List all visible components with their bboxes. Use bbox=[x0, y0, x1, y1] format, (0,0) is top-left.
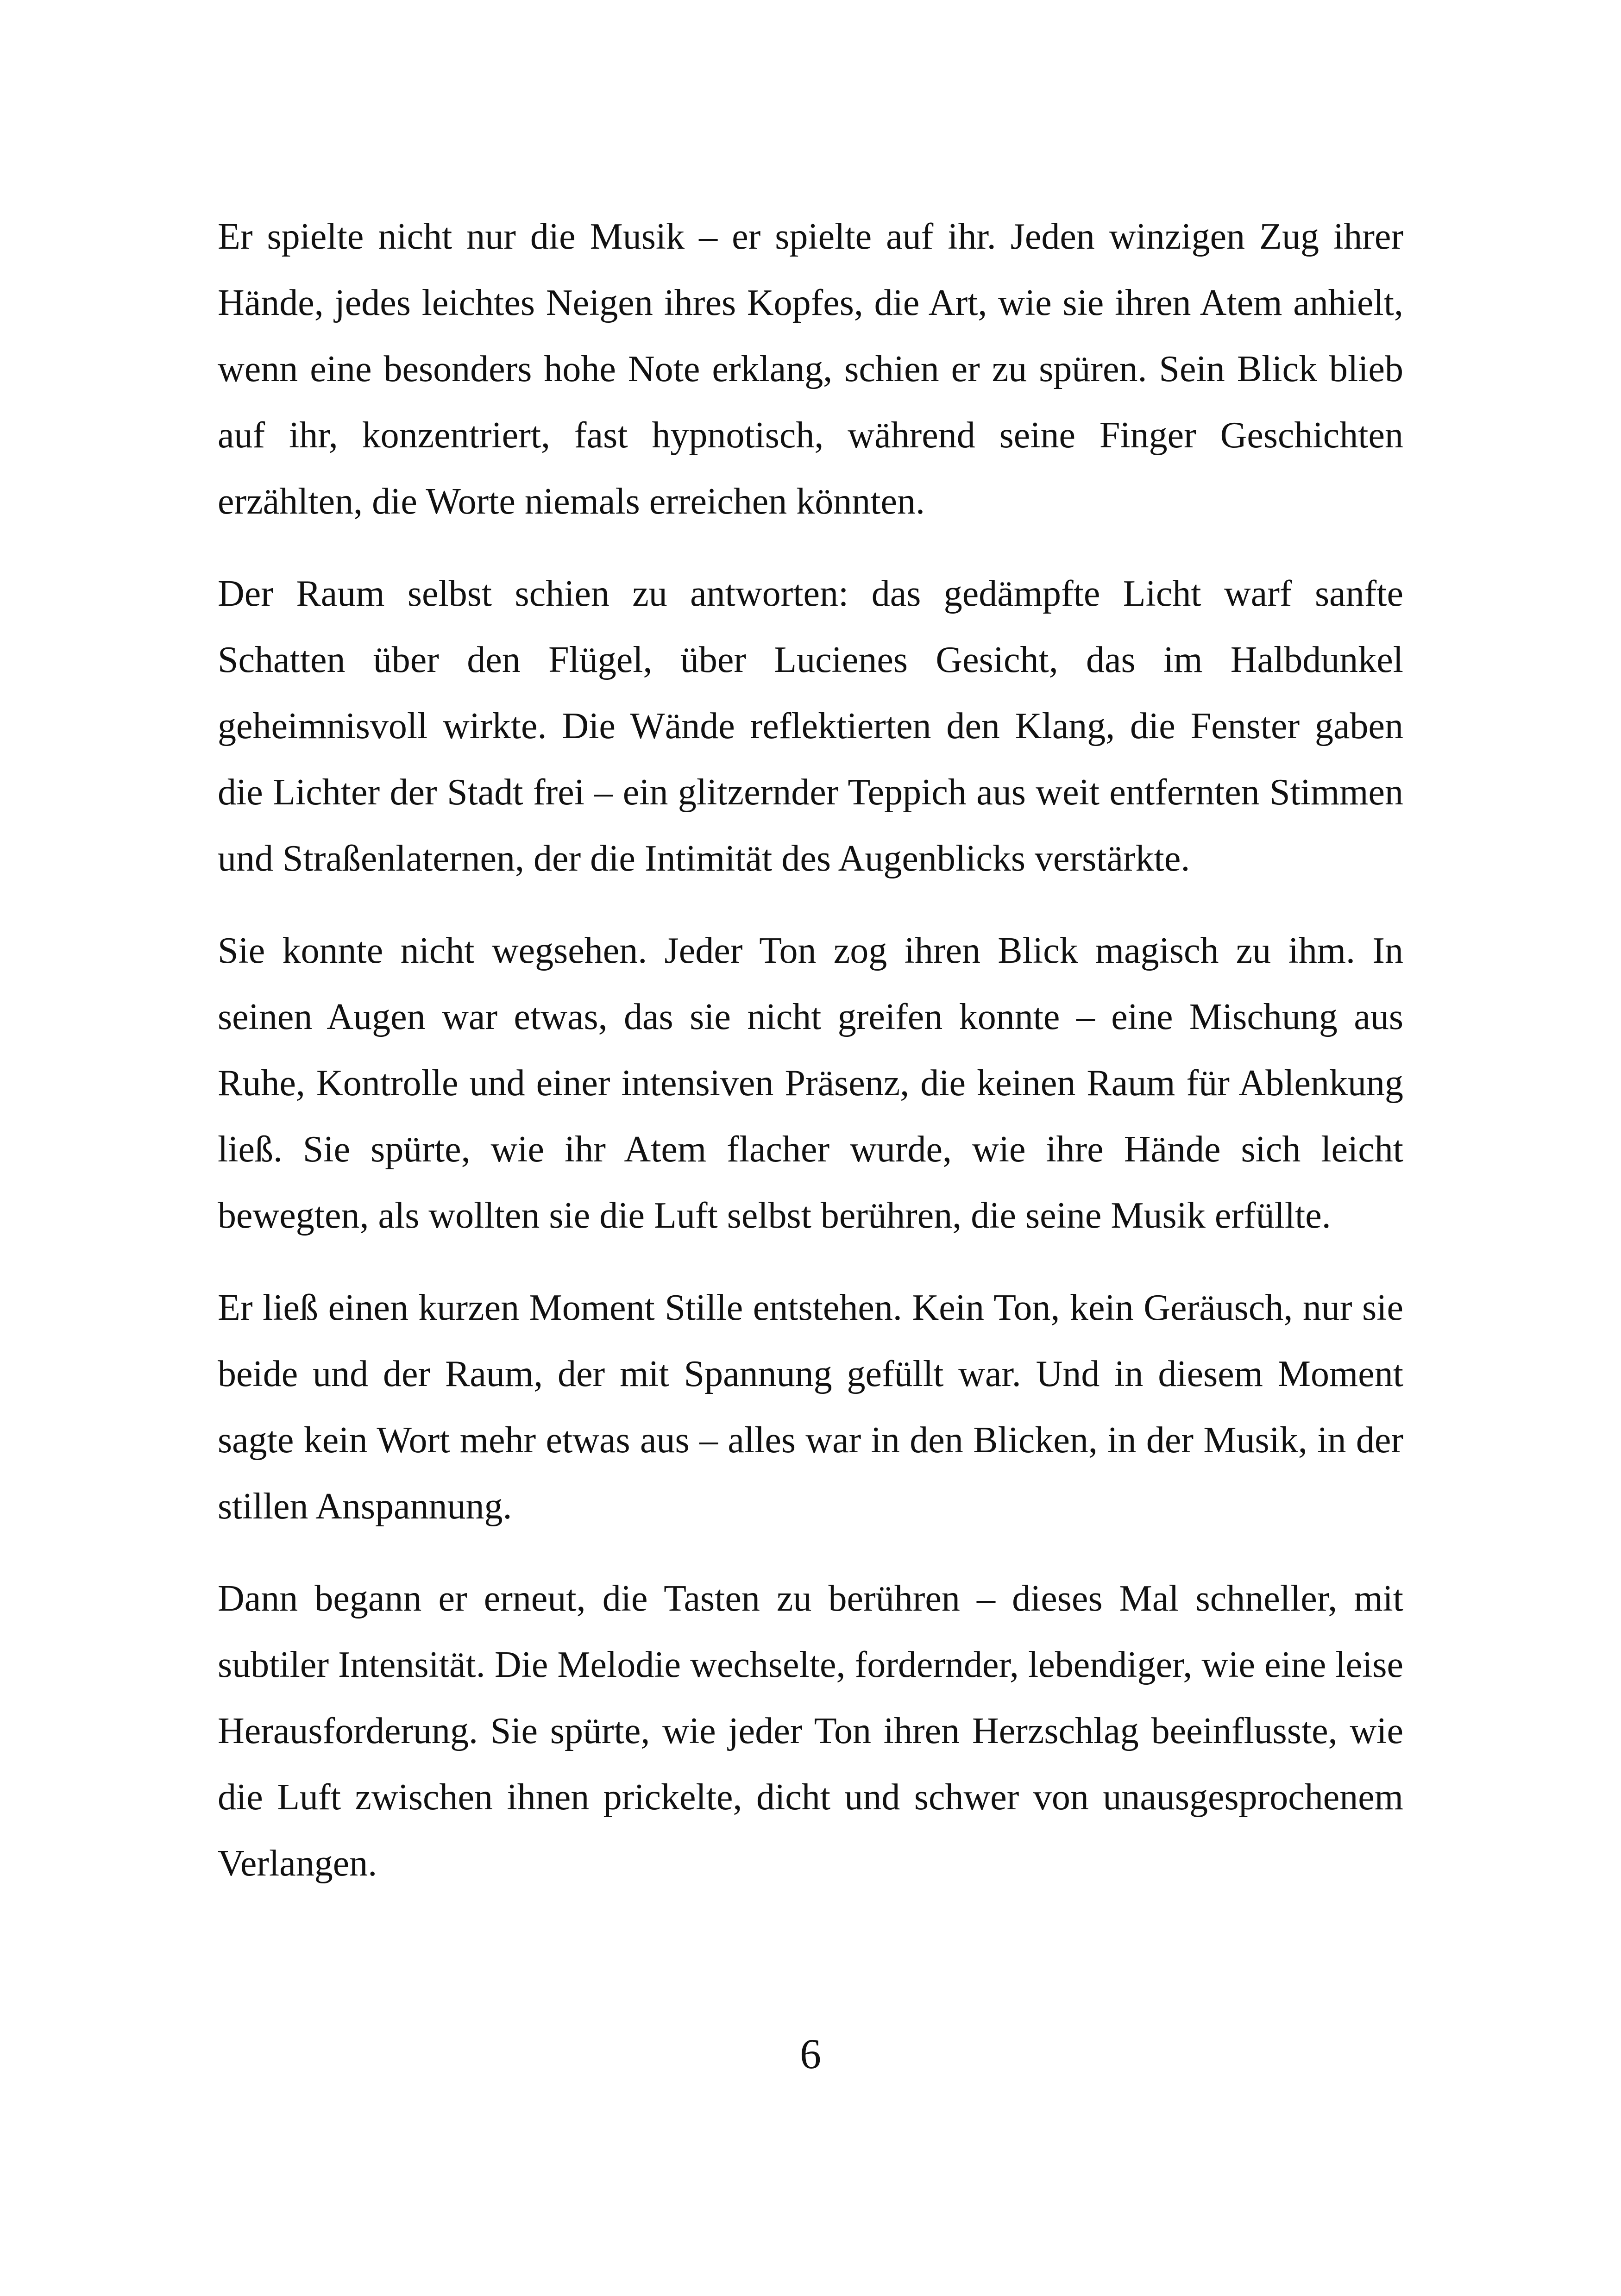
page-number: 6 bbox=[800, 2030, 821, 2077]
paragraph-2: Der Raum selbst schien zu antworten: das gedämpfte Licht warf sanfte Schatten über den Flügel, über Lucienes Gesicht, das im Halbdunkel geheimnisvoll wirkte. Die Wände reflektierten den Klang, die Fenster gaben die Lichter der Stadt frei – ein glitzernder Teppich aus weit entfernten Stimmen und Straßenlaternen, der die Intimität des Augenblicks verstärkte. bbox=[218, 573, 1403, 879]
paragraph-4: Er ließ einen kurzen Moment Stille entstehen. Kein Ton, kein Geräusch, nur sie beide und der Raum, der mit Spannung gefüllt war. Und in diesem Moment sagte kein Wort mehr etwas aus – alles war in den Blicken, in der Musik, in der stillen Anspannung. bbox=[218, 1287, 1403, 1527]
paragraph-5: Dann begann er erneut, die Tasten zu berühren – dieses Mal schneller, mit subtiler Intensität. Die Melodie wechselte, fordernder, lebendiger, wie eine leise Herausforderung. Sie spürte, wie jeder Ton ihren Herzschlag beeinflusste, wie die Luft zwischen ihnen prickelte, dicht und schwer von unausgesprochenem Verlangen. bbox=[218, 1578, 1403, 1884]
paragraph-3: Sie konnte nicht wegsehen. Jeder Ton zog ihren Blick magisch zu ihm. In seinen Augen war etwas, das sie nicht greifen konnte – eine Mischung aus Ruhe, Kontrolle und einer intensiven Präsenz, die keinen Raum für Ablenkung ließ. Sie spürte, wie ihr Atem flacher wurde, wie ihre Hände sich leicht bewegten, als wollten sie die Luft selbst berühren, die seine Musik erfüllte. bbox=[218, 930, 1403, 1236]
paragraph-1: Er spielte nicht nur die Musik – er spielte auf ihr. Jeden winzigen Zug ihrer Hände, jedes leichtes Neigen ihres Kopfes, die Art, wie sie ihren Atem anhielt, wenn eine besonders hohe Note erklang, schien er zu spüren. Sein Blick blieb auf ihr, konzentriert, fast hypnotisch, während seine Finger Geschichten erzählten, die Worte niemals erreichen könnten. bbox=[218, 216, 1403, 522]
body-text bbox=[218, 204, 1403, 1923]
